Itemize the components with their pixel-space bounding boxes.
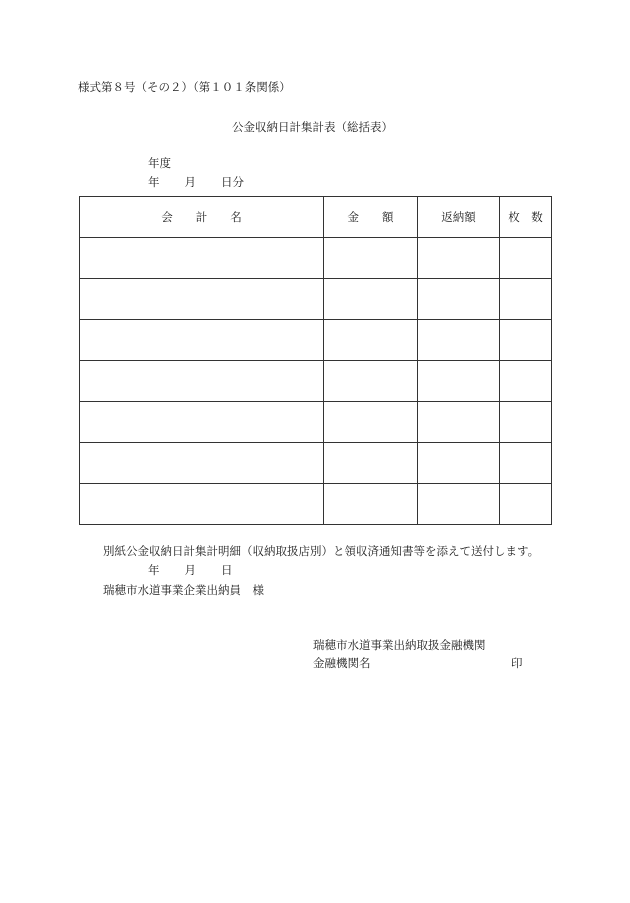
table-cell [324,361,418,402]
table-row [80,279,552,320]
header-amount: 金 額 [324,197,418,238]
table-cell [80,443,324,484]
table-cell [418,238,500,279]
form-number-label: 様式第８号（その２）（第１０１条関係） [78,80,291,94]
note-date-month: 月 [184,563,196,577]
table-cell [80,484,324,525]
table-cell [324,238,418,279]
table-cell [418,484,500,525]
table-cell [418,320,500,361]
date-month-label: 月 [184,175,196,189]
seal-mark: 印 [511,656,523,670]
table-cell [500,402,552,443]
table-cell [418,361,500,402]
bank-organization: 瑞穂市水道事業出納取扱金融機関 [313,638,486,652]
document-title: 公金収納日計集計表（総括表） [232,120,393,134]
table-cell [500,320,552,361]
addressee: 瑞穂市水道事業企業出納員 様 [103,583,264,597]
table-row [80,238,552,279]
table-cell [80,402,324,443]
table-cell [418,402,500,443]
table-cell [500,484,552,525]
table-header-row [80,197,552,238]
table-row [80,484,552,525]
table-row [80,320,552,361]
table-cell [418,443,500,484]
note-date-day: 日 [221,563,233,577]
table-cell [324,320,418,361]
header-refund-amount: 返納額 [418,197,500,238]
note-text: 別紙公金収納日計集計明細（収納取扱店別）と領収済通知書等を添えて送付します。 [103,544,540,558]
table-cell [80,279,324,320]
table-cell [80,320,324,361]
table-cell [324,279,418,320]
table-cell [324,402,418,443]
note-date-year: 年 [148,563,160,577]
table-cell [500,238,552,279]
date-year-label: 年 [148,175,160,189]
table-row [80,361,552,402]
date-line [148,175,244,189]
note-date [148,563,233,577]
table-cell [324,484,418,525]
header-sheet-count: 枚 数 [500,197,552,238]
table-cell [80,238,324,279]
table-cell [500,361,552,402]
table-row [80,402,552,443]
table-cell [500,279,552,320]
table-cell [418,279,500,320]
fiscal-year-label: 年度 [148,156,171,170]
table-cell [80,361,324,402]
table-cell [500,443,552,484]
summary-table [79,196,552,525]
table-row [80,443,552,484]
table-cell [324,443,418,484]
bank-name-label: 金融機関名 [313,656,371,670]
date-day-label: 日分 [221,175,244,189]
table-body [80,238,552,525]
header-account-name: 会 計 名 [80,197,324,238]
